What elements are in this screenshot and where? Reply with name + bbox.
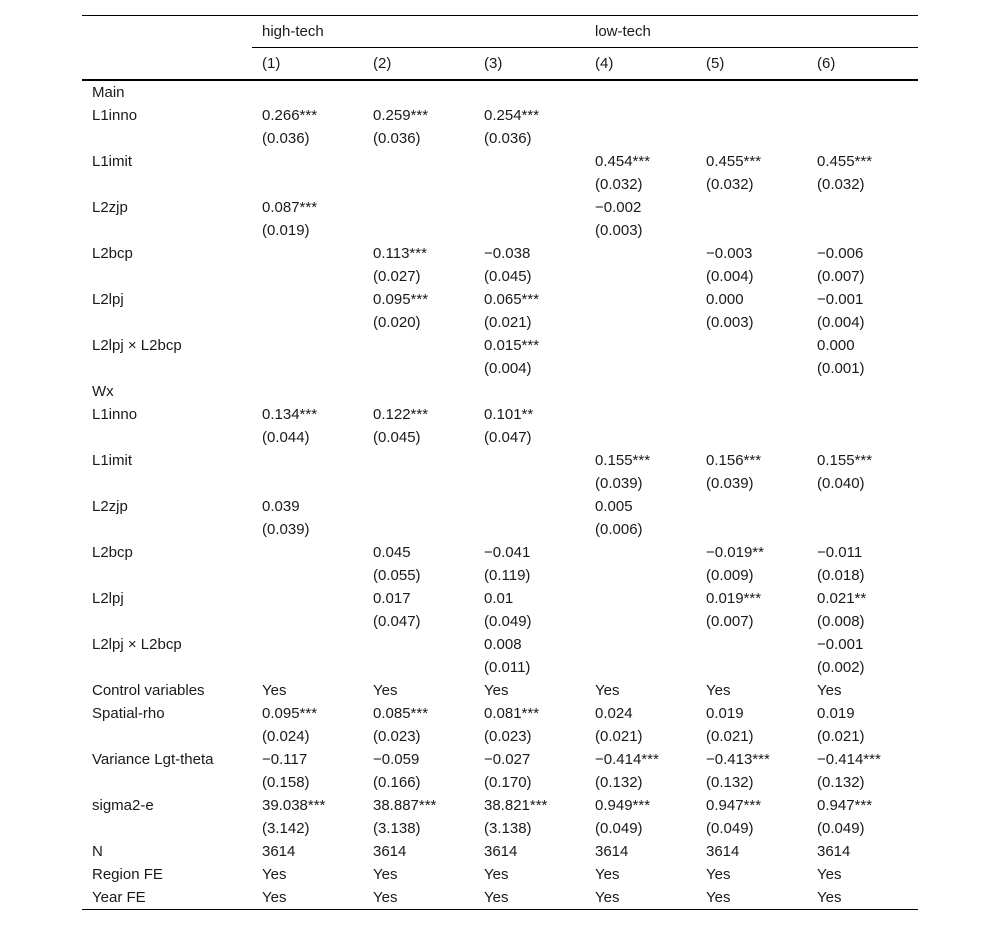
table-cell: 0.024 [595,705,633,722]
row-label: Main [92,84,125,101]
table-cell: (0.004) [817,314,865,331]
table-cell: 0.021** [817,590,867,607]
table-row [82,863,918,886]
table-row [82,541,918,564]
row-label: L1imit [92,153,133,170]
table-cell: (0.006) [595,521,643,538]
table-row [82,564,918,587]
table-cell: 0.065*** [484,291,540,308]
table-row [82,403,918,426]
table-cell: (0.047) [373,613,421,630]
table-cell: (0.004) [484,360,532,377]
table-row [82,817,918,840]
table-cell: (0.021) [817,728,865,745]
table-cell: 0.01 [484,590,514,607]
table-cell: 3614 [484,843,518,860]
table-cell: 3614 [817,843,851,860]
table-cell: 0.254*** [484,107,540,124]
table-cell: −0.041 [484,544,531,561]
table-row [82,219,918,242]
table-cell: −0.003 [706,245,753,262]
table-cell: 0.134*** [262,406,318,423]
table-cell: Yes [706,682,731,699]
table-cell: −0.011 [817,544,863,561]
table-cell: 0.015*** [484,337,540,354]
table-cell: (0.132) [595,774,643,791]
table-row [82,150,918,173]
table-cell: 0.266*** [262,107,318,124]
table-cell: (0.001) [817,360,865,377]
row-label: L2lpj [92,291,124,308]
table-row [82,472,918,495]
table-cell: 0.949*** [595,797,651,814]
table-cell: (0.004) [706,268,754,285]
row-label: L1inno [92,107,138,124]
table-cell: Yes [484,889,509,906]
table-cell: (0.021) [595,728,643,745]
table-cell: (0.039) [262,521,310,538]
table-cell: (0.166) [373,774,421,791]
table-cell: (0.002) [817,659,865,676]
table-cell: 0.087*** [262,199,318,216]
table-cell: (0.023) [484,728,532,745]
table-cell: (0.044) [262,429,310,446]
table-row [82,840,918,863]
column-header-6: (6) [817,55,836,72]
table-cell: (0.047) [484,429,532,446]
table-cell: (0.032) [706,176,754,193]
table-cell: 0.081*** [484,705,540,722]
table-cell: (0.040) [817,475,865,492]
table-row [82,426,918,449]
table-cell: (0.008) [817,613,865,630]
table-row [82,518,918,541]
row-label: Spatial-rho [92,705,165,722]
regression-table [82,15,918,910]
table-cell: (0.158) [262,774,310,791]
table-cell: 0.455*** [706,153,762,170]
table-row [82,679,918,702]
table-cell: (3.138) [484,820,532,837]
table-cell: 3614 [262,843,296,860]
table-cell: 0.947*** [706,797,762,814]
table-cell: −0.059 [373,751,420,768]
table-cell: 0.455*** [817,153,873,170]
table-cell: 0.155*** [595,452,651,469]
row-label: L2bcp [92,245,133,262]
table-cell: (0.132) [817,774,865,791]
row-label: L2zjp [92,498,128,515]
table-row [82,265,918,288]
table-cell: Yes [373,866,398,883]
table-cell: −0.001 [817,636,864,653]
row-label: Wx [92,383,114,400]
table-cell: Yes [817,682,842,699]
table-cell: 0.000 [817,337,855,354]
table-row [82,196,918,219]
group-header-row [82,16,918,47]
table-cell: 3614 [373,843,407,860]
table-cell: −0.006 [817,245,864,262]
group-header-high-tech: high-tech [262,23,324,40]
table-row [82,725,918,748]
table-cell: 38.821*** [484,797,548,814]
table-row [82,173,918,196]
table-cell: (0.055) [373,567,421,584]
table-row [82,656,918,679]
table-cell: 0.019 [706,705,744,722]
table-row [82,334,918,357]
table-cell: (0.036) [373,130,421,147]
row-label: L2lpj × L2bcp [92,636,182,653]
group-header-low-tech: low-tech [595,23,651,40]
table-cell: 0.259*** [373,107,429,124]
table-cell: (0.023) [373,728,421,745]
table-cell: (0.039) [595,475,643,492]
table-cell: 0.122*** [373,406,429,423]
bottom-rule [82,909,918,910]
table-cell: (0.049) [706,820,754,837]
column-header-4: (4) [595,55,614,72]
table-cell: (0.021) [706,728,754,745]
table-cell: 0.085*** [373,705,429,722]
row-label: L2zjp [92,199,128,216]
table-cell: 0.454*** [595,153,651,170]
table-cell: (0.011) [484,659,531,676]
row-label: Variance Lgt-theta [92,751,214,768]
table-row [82,449,918,472]
row-label: L2lpj × L2bcp [92,337,182,354]
table-cell: −0.002 [595,199,642,216]
table-cell: (0.039) [706,475,754,492]
table-cell: −0.038 [484,245,531,262]
table-cell: 0.008 [484,636,522,653]
table-cell: (0.021) [484,314,532,331]
table-cell: 0.156*** [706,452,762,469]
table-row [82,794,918,817]
table-cell: 39.038*** [262,797,326,814]
table-row [82,748,918,771]
table-cell: −0.413*** [706,751,770,768]
table-cell: (3.142) [262,820,310,837]
table-row [82,127,918,150]
table-cell: Yes [262,889,287,906]
table-cell: −0.027 [484,751,531,768]
table-cell: (0.007) [706,613,754,630]
column-number-row [82,48,918,79]
table-cell: 0.017 [373,590,411,607]
row-label: L1imit [92,452,133,469]
table-cell: 0.019 [817,705,855,722]
table-row [82,242,918,265]
table-cell: −0.019** [706,544,764,561]
table-row [82,587,918,610]
table-cell: (0.170) [484,774,532,791]
table-cell: −0.001 [817,291,864,308]
table-cell: 0.000 [706,291,744,308]
table-cell: 38.887*** [373,797,437,814]
table-cell: 0.101** [484,406,534,423]
table-row [82,104,918,127]
table-cell: (0.020) [373,314,421,331]
table-cell: Yes [484,682,509,699]
row-label: Region FE [92,866,163,883]
table-cell: Yes [706,889,731,906]
table-cell: Yes [373,889,398,906]
table-row [82,81,918,104]
table-cell: 0.019*** [706,590,762,607]
table-cell: (0.049) [484,613,532,630]
table-row [82,771,918,794]
table-row [82,886,918,909]
column-header-5: (5) [706,55,725,72]
table-row [82,380,918,403]
column-header-1: (1) [262,55,281,72]
table-cell: (0.003) [595,222,643,239]
table-row [82,357,918,380]
row-label: L2lpj [92,590,124,607]
table-cell: (0.019) [262,222,310,239]
table-cell: 0.947*** [817,797,873,814]
column-header-2: (2) [373,55,392,72]
table-cell: (3.138) [373,820,421,837]
row-label: Year FE [92,889,146,906]
table-cell: (0.036) [262,130,310,147]
table-cell: Yes [373,682,398,699]
table-cell: 0.095*** [373,291,429,308]
table-cell: −0.414*** [595,751,659,768]
table-cell: (0.032) [595,176,643,193]
table-cell: (0.024) [262,728,310,745]
table-cell: Yes [817,866,842,883]
table-cell: Yes [262,682,287,699]
table-cell: 0.155*** [817,452,873,469]
table-row [82,610,918,633]
row-label: L2bcp [92,544,133,561]
table-row [82,311,918,334]
table-cell: Yes [262,866,287,883]
table-cell: 0.005 [595,498,633,515]
table-cell: Yes [595,682,620,699]
table-cell: (0.049) [595,820,643,837]
table-cell: (0.027) [373,268,421,285]
table-cell: (0.003) [706,314,754,331]
table-cell: −0.414*** [817,751,881,768]
table-row [82,288,918,311]
column-header-3: (3) [484,55,503,72]
table-cell: Yes [484,866,509,883]
table-cell: (0.009) [706,567,754,584]
table-cell: (0.132) [706,774,754,791]
table-body [82,81,918,909]
table-cell: 0.095*** [262,705,318,722]
table-row [82,495,918,518]
table-cell: 0.113*** [373,245,427,262]
table-cell: 3614 [595,843,629,860]
table-cell: (0.045) [373,429,421,446]
table-cell: (0.018) [817,567,865,584]
table-cell: (0.045) [484,268,532,285]
table-cell: (0.007) [817,268,865,285]
row-label: N [92,843,103,860]
table-cell: −0.117 [262,751,308,768]
table-cell: 0.039 [262,498,300,515]
table-cell: (0.049) [817,820,865,837]
table-cell: Yes [706,866,731,883]
table-cell: (0.119) [484,567,531,584]
row-label: L1inno [92,406,138,423]
row-label: sigma2-e [92,797,154,814]
table-cell: Yes [595,866,620,883]
row-label: Control variables [92,682,205,699]
table-cell: 0.045 [373,544,411,561]
table-cell: (0.036) [484,130,532,147]
table-row [82,633,918,656]
table-cell: 3614 [706,843,740,860]
table-cell: Yes [817,889,842,906]
table-row [82,702,918,725]
table-cell: Yes [595,889,620,906]
table-cell: (0.032) [817,176,865,193]
